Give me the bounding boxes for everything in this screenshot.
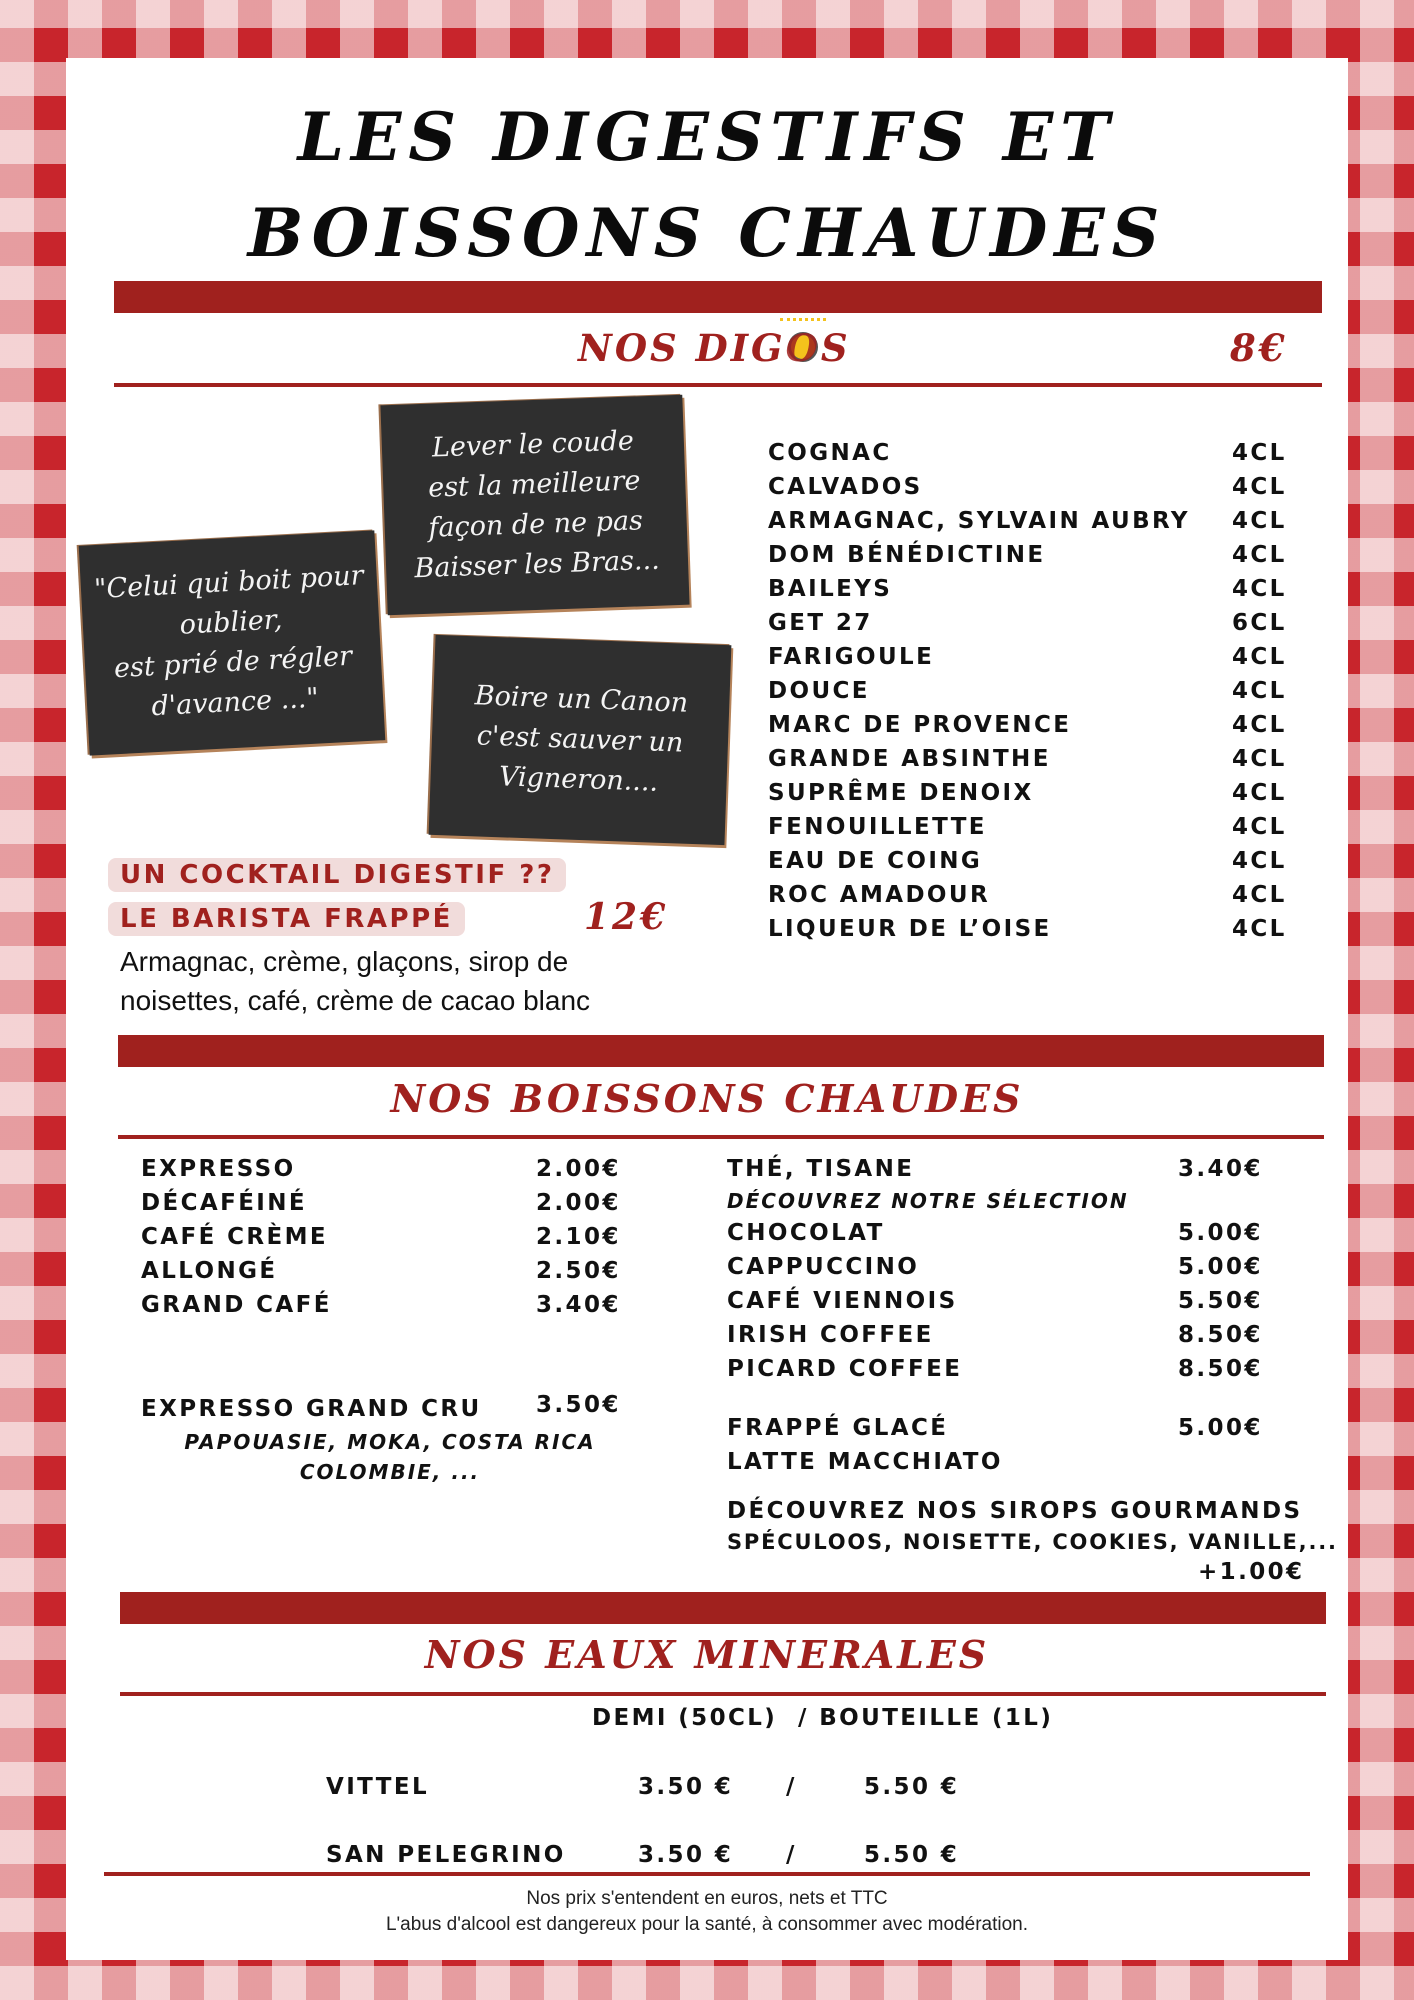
water-separator: / bbox=[786, 1774, 797, 1800]
water-rule bbox=[120, 1692, 1326, 1696]
digos-band bbox=[114, 281, 1322, 313]
grand-cru-origins-2: COLOMBIE, ... bbox=[299, 1460, 481, 1484]
item-qty: 4CL bbox=[1232, 712, 1287, 738]
grand-cru-origins-1: PAPOUASIE, MOKA, COSTA RICA bbox=[184, 1430, 596, 1454]
item-price: 8.50€ bbox=[1178, 1356, 1263, 1382]
chalkboard-text-2: "Celui qui boit pour oublier, est prié de régler d'avance ..." bbox=[93, 560, 365, 723]
syrups-title: DÉCOUVREZ NOS SIROPS GOURMANDS bbox=[727, 1498, 1303, 1524]
frappe-name: FRAPPÉ GLACÉ bbox=[727, 1415, 949, 1441]
list-item: GET 27 bbox=[768, 610, 873, 636]
item-qty: 4CL bbox=[1232, 474, 1287, 500]
list-item: SAN PELEGRINO bbox=[326, 1842, 566, 1868]
list-item: GRANDE ABSINTHE bbox=[768, 746, 1051, 772]
item-price: 5.50€ bbox=[1178, 1288, 1263, 1314]
footer-prices-note: Nos prix s'entendent en euros, nets et TTC bbox=[526, 1888, 888, 1909]
item-price: 8.50€ bbox=[1178, 1322, 1263, 1348]
list-item: CHOCOLAT bbox=[727, 1220, 885, 1246]
list-item: FENOUILLETTE bbox=[768, 814, 987, 840]
cocktail-name: LE BARISTA FRAPPÉ bbox=[108, 902, 465, 936]
cocktail-question: UN COCKTAIL DIGESTIF ?? bbox=[108, 858, 566, 892]
list-item: VITTEL bbox=[326, 1774, 430, 1800]
item-qty: 4CL bbox=[1232, 780, 1287, 806]
water-separator: / bbox=[786, 1842, 797, 1868]
item-qty: 4CL bbox=[1232, 814, 1287, 840]
digos-heading bbox=[578, 326, 851, 370]
frappe-price: 5.00€ bbox=[1178, 1415, 1263, 1441]
latte-name: LATTE MACCHIATO bbox=[727, 1449, 1003, 1475]
water-bottle-price: 5.50 € bbox=[864, 1842, 960, 1868]
digos-price: 8€ bbox=[1230, 326, 1288, 370]
list-item: MARC DE PROVENCE bbox=[768, 712, 1072, 738]
item-qty: 4CL bbox=[1232, 678, 1287, 704]
item-price: 2.00€ bbox=[536, 1156, 621, 1182]
lightbulb-icon: O bbox=[786, 326, 821, 370]
item-qty: 4CL bbox=[1232, 848, 1287, 874]
item-price: 5.00€ bbox=[1178, 1254, 1263, 1280]
list-item: GRAND CAFÉ bbox=[141, 1292, 332, 1318]
grand-cru-price: 3.50€ bbox=[536, 1392, 621, 1418]
water-bottle-price: 5.50 € bbox=[864, 1774, 960, 1800]
hot-band bbox=[118, 1035, 1324, 1067]
water-demi-price: 3.50 € bbox=[638, 1842, 734, 1868]
list-item: COGNAC bbox=[768, 440, 892, 466]
item-qty: 4CL bbox=[1232, 746, 1287, 772]
item-price: 2.00€ bbox=[536, 1190, 621, 1216]
chalkboard-quote-1 bbox=[380, 395, 689, 615]
list-item: CAFÉ VIENNOIS bbox=[727, 1288, 958, 1314]
grand-cru-name: EXPRESSO GRAND CRU bbox=[141, 1396, 482, 1422]
water-columns: DEMI (50CL) / BOUTEILLE (1L) bbox=[592, 1705, 1054, 1731]
item-price: 2.50€ bbox=[536, 1258, 621, 1284]
item-qty: 4CL bbox=[1232, 440, 1287, 466]
item-qty: 4CL bbox=[1232, 542, 1287, 568]
list-item: PICARD COFFEE bbox=[727, 1356, 963, 1382]
hot-heading: NOS BOISSONS CHAUDES bbox=[390, 1076, 1024, 1121]
page-title-line2: BOISSONS CHAUDES bbox=[247, 194, 1167, 272]
item-qty: 4CL bbox=[1232, 576, 1287, 602]
page-title-line1: LES DIGESTIFS ET bbox=[297, 98, 1117, 176]
digos-heading-text-end: S bbox=[820, 326, 851, 370]
list-item: EXPRESSO bbox=[141, 1156, 296, 1182]
list-item: DOUCE bbox=[768, 678, 870, 704]
chalkboard-text-3: Boire un Canon c'est sauver un Vigneron.... bbox=[474, 680, 689, 798]
chalkboard-text-1: Lever le coude est la meilleure façon de ne pas Baisser les Bras... bbox=[413, 425, 661, 585]
list-item: EAU DE COING bbox=[768, 848, 983, 874]
list-item: ARMAGNAC, SYLVAIN AUBRY bbox=[768, 508, 1190, 534]
list-item: CAFÉ CRÈME bbox=[141, 1224, 329, 1250]
water-heading: NOS EAUX MINERALES bbox=[424, 1632, 990, 1677]
list-item: ALLONGÉ bbox=[141, 1258, 278, 1284]
item-qty: 4CL bbox=[1232, 508, 1287, 534]
digos-heading-text: NOS DIG bbox=[578, 326, 786, 370]
cocktail-desc-line2: noisettes, café, crème de cacao blanc bbox=[120, 985, 591, 1016]
cocktail-price: 12€ bbox=[584, 896, 669, 938]
item-qty: 4CL bbox=[1232, 882, 1287, 908]
chalkboard-quote-3 bbox=[429, 635, 732, 845]
footer-rule bbox=[104, 1872, 1310, 1876]
syrups-list: SPÉCULOOS, NOISETTE, COOKIES, VANILLE,... bbox=[727, 1530, 1338, 1554]
cocktail-desc-line1: Armagnac, crème, glaçons, sirop de bbox=[120, 946, 569, 977]
item-qty: 4CL bbox=[1232, 916, 1287, 942]
hot-rule bbox=[118, 1135, 1324, 1139]
water-demi-price: 3.50 € bbox=[638, 1774, 734, 1800]
list-item: ROC AMADOUR bbox=[768, 882, 991, 908]
item-price: 5.00€ bbox=[1178, 1220, 1263, 1246]
item-qty: 4CL bbox=[1232, 644, 1287, 670]
list-item: LIQUEUR DE L’OISE bbox=[768, 916, 1052, 942]
list-item: SUPRÊME DENOIX bbox=[768, 780, 1034, 806]
list-item: CAPPUCCINO bbox=[727, 1254, 920, 1280]
chalkboard-quote-2 bbox=[79, 530, 386, 755]
list-item: DÉCAFÉINÉ bbox=[141, 1190, 308, 1216]
item-price: 3.40€ bbox=[1178, 1156, 1263, 1182]
water-band bbox=[120, 1592, 1326, 1624]
tea-subtitle: DÉCOUVREZ NOTRE SÉLECTION bbox=[727, 1189, 1129, 1213]
list-item: FARIGOULE bbox=[768, 644, 935, 670]
syrups-price: +1.00€ bbox=[1198, 1559, 1305, 1585]
list-item: BAILEYS bbox=[768, 576, 893, 602]
list-item: IRISH COFFEE bbox=[727, 1322, 934, 1348]
footer-alcohol-warning: L'abus d'alcool est dangereux pour la santé, à consommer avec modération. bbox=[385, 1914, 1029, 1935]
list-item: CALVADOS bbox=[768, 474, 923, 500]
item-price: 2.10€ bbox=[536, 1224, 621, 1250]
digos-rule bbox=[114, 383, 1322, 387]
list-item: DOM BÉNÉDICTINE bbox=[768, 542, 1046, 568]
item-price: 3.40€ bbox=[536, 1292, 621, 1318]
item-qty: 6CL bbox=[1232, 610, 1287, 636]
list-item: THÉ, TISANE bbox=[727, 1156, 915, 1182]
